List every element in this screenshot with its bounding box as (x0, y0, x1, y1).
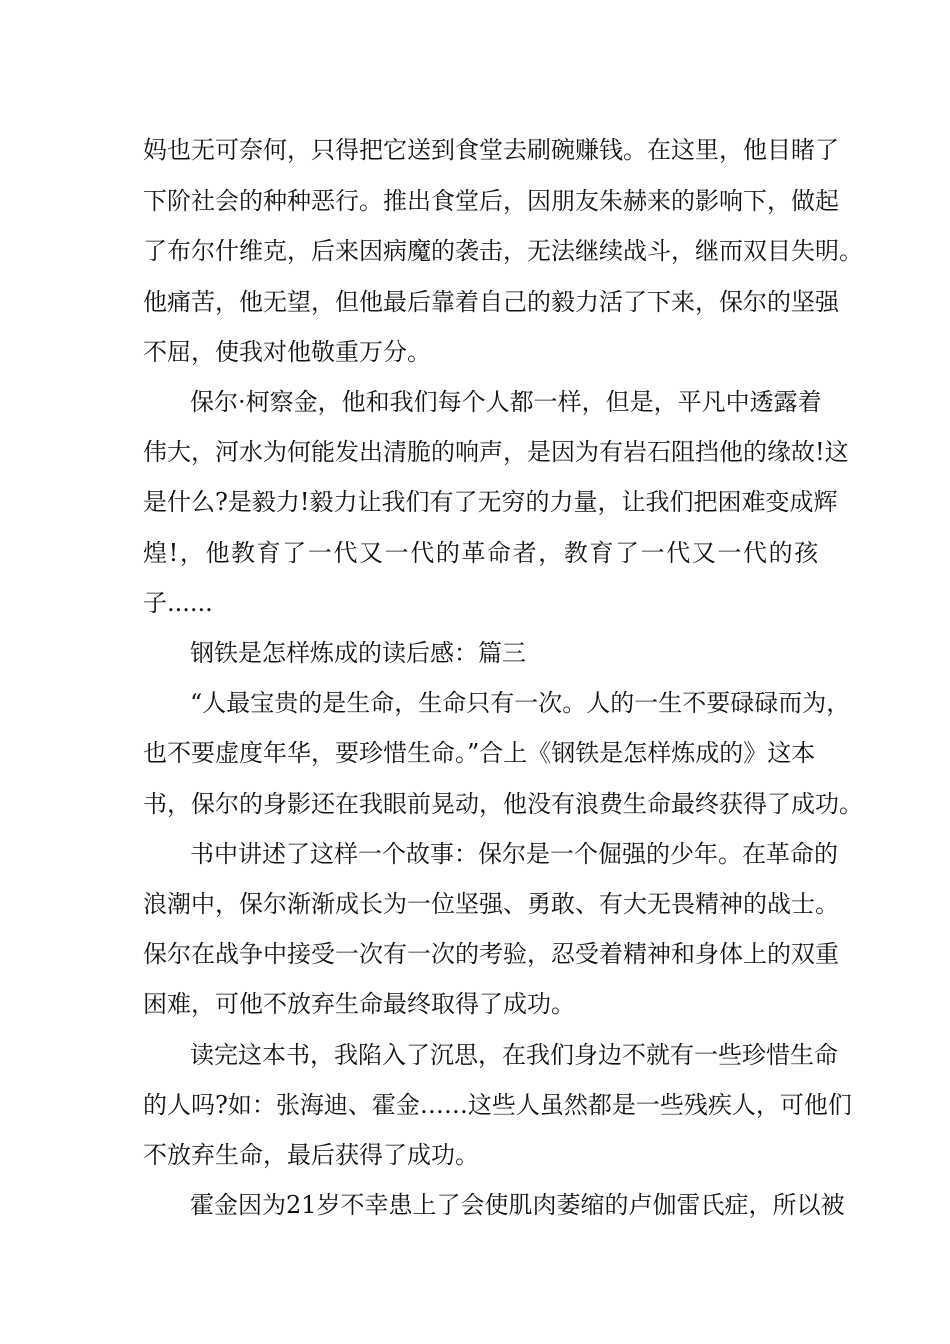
text-line: 保尔在战争中接受一次有一次的考验，忍受着精神和身体上的双重 (143, 940, 839, 968)
text-line: 浪潮中，保尔渐渐成长为一位坚强、勇敢、有大无畏精神的战士。 (143, 890, 839, 918)
text-line: 妈也无可奈何，只得把它送到食堂去刷碗赚钱。在这里，他目睹了 (143, 136, 839, 164)
text-line: 煌!，他教育了一代又一代的革命者，教育了一代又一代的孩 (143, 539, 820, 567)
paragraph-first-line: 读完这本书，我陷入了沉思，在我们身边不就有一些珍惜生命 (190, 1041, 838, 1069)
text-line: 也不要虚度年华，要珍惜生命。”合上《钢铁是怎样炼成的》这本 (143, 739, 816, 767)
paragraph-first-line: “人最宝贵的是生命，生命只有一次。人的一生不要碌碌而为， (190, 689, 851, 717)
text-line: 不屈，使我对他敬重万分。 (143, 338, 431, 366)
text-line: 书，保尔的身影还在我眼前晃动，他没有浪费生命最终获得了成功。 (143, 790, 863, 818)
text-line: 伟大，河水为何能发出清脆的响声，是因为有岩石阻挡他的缘故!这 (143, 438, 849, 466)
text-line: 困难，可他不放弃生命最终取得了成功。 (143, 990, 575, 1018)
text-line: 他痛苦，他无望，但他最后靠着自己的毅力活了下来，保尔的坚强 (143, 288, 839, 316)
text-line: 下阶社会的种种恶行。推出食堂后，因朋友朱赫来的影响下，做起 (143, 187, 839, 215)
paragraph-first-line: 霍金因为21岁不幸患上了会使肌肉萎缩的卢伽雷氏症，所以被 (190, 1191, 845, 1219)
text-line: 是什么?是毅力!毅力让我们有了无穷的力量，让我们把困难变成辉 (143, 488, 838, 516)
text-line: 不放弃生命，最后获得了成功。 (143, 1141, 479, 1169)
paragraph-first-line: 书中讲述了这样一个故事：保尔是一个倔强的少年。在革命的 (190, 840, 838, 868)
section-heading: 钢铁是怎样炼成的读后感：篇三 (190, 639, 526, 667)
paragraph-first-line: 保尔·柯察金，他和我们每个人都一样，但是，平凡中透露着 (190, 388, 822, 416)
text-line: 子...... (143, 589, 213, 617)
text-line: 的人吗?如：张海迪、霍金……这些人虽然都是一些残疾人，可他们 (143, 1091, 852, 1119)
text-line: 了布尔什维克，后来因病魔的袭击，无法继续战斗，继而双目失明。 (143, 237, 863, 265)
